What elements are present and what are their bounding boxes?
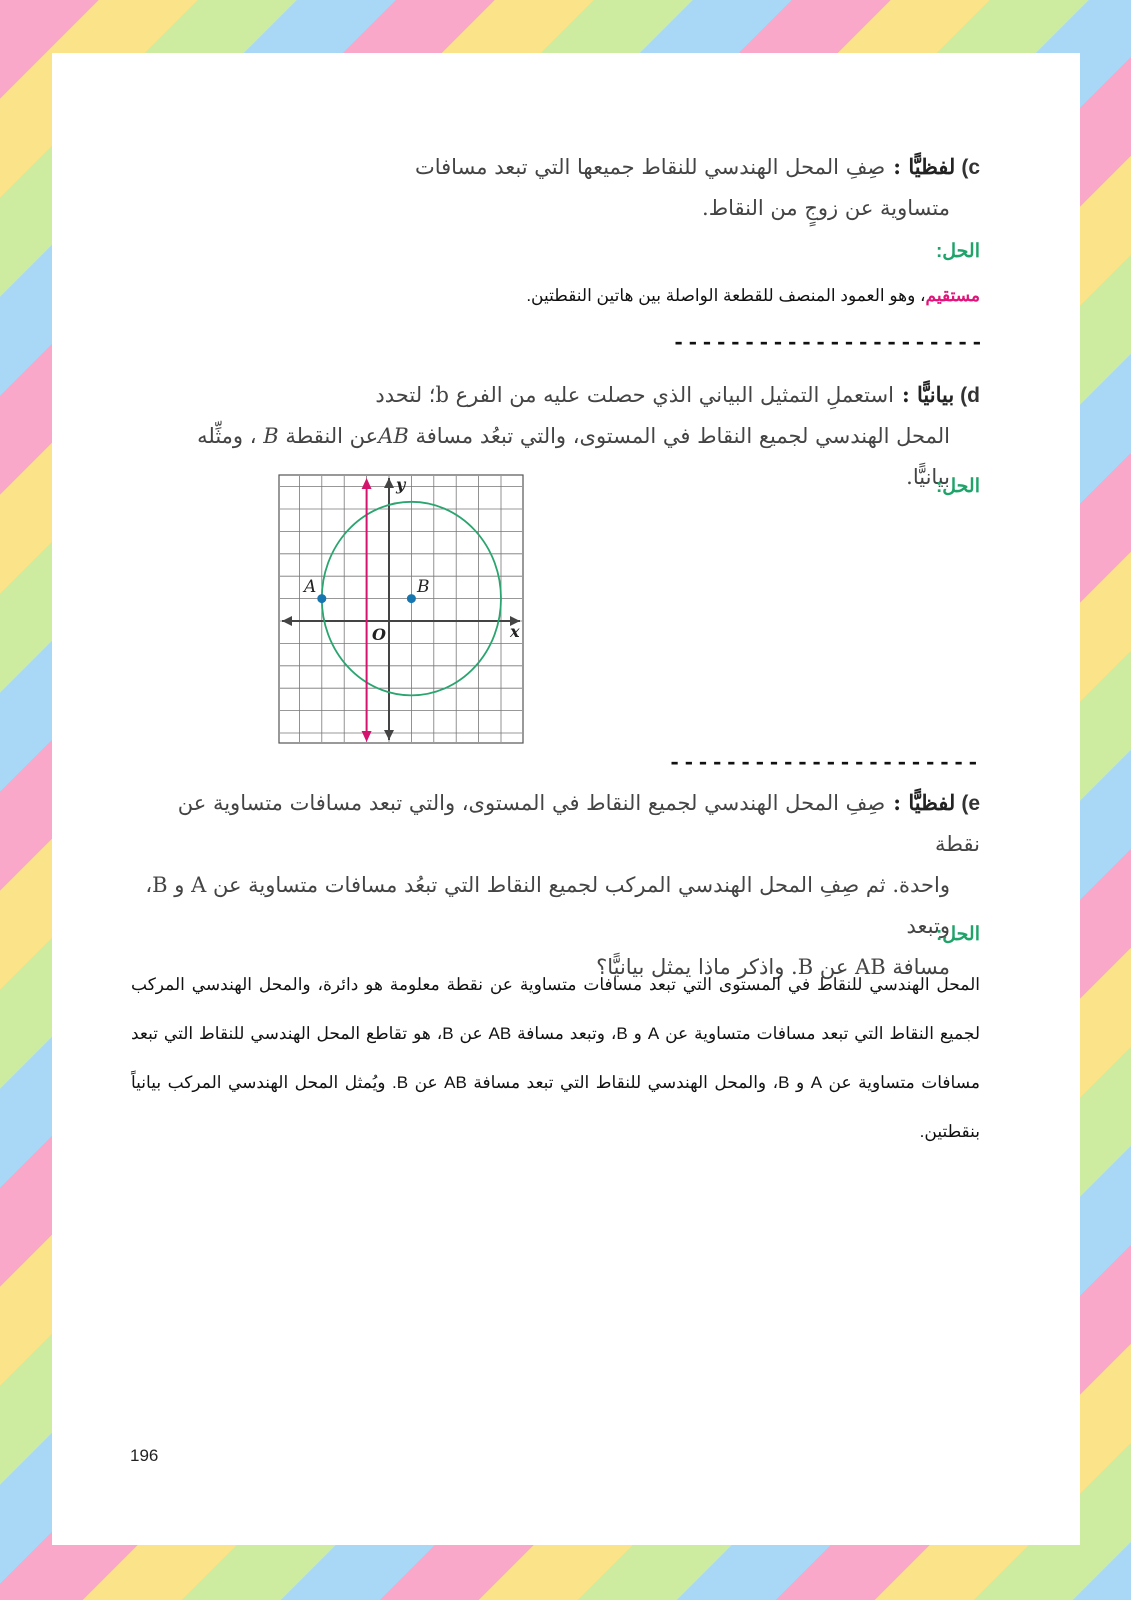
point-b-label: B: [417, 577, 430, 597]
question-c-text2: متساوية عن زوجٍ من النقاط.: [702, 196, 950, 220]
question-d-text2b: عن النقطة: [285, 424, 379, 448]
solution-label-d: الحل:: [935, 476, 980, 497]
question-e-line2: [130, 865, 980, 947]
solution-label-c: الحل:: [935, 241, 980, 262]
separator-1: ----------------------: [672, 331, 985, 356]
question-e-text2: واحدة. ثم صِفِ المحل الهندسي المركب لجميع النقاط التي تبعُد مسافات متساوية عن A و B، وتبعد: [145, 873, 950, 938]
question-c: [200, 146, 980, 229]
question-c-line1: [200, 146, 980, 188]
question-e-letter: e): [961, 792, 980, 815]
question-e: [130, 782, 980, 988]
x-axis-label: x: [510, 622, 520, 641]
question-c-line2: [200, 188, 980, 229]
question-d-line1: [190, 374, 980, 416]
solution-label-e: الحل:: [935, 924, 980, 945]
question-d-keyword: بيانيًّا :: [901, 382, 955, 407]
origin-label: O: [372, 625, 386, 644]
question-d-text2a: المحل الهندسي لجميع النقاط في المستوى، والتي تبعُد مسافة: [415, 424, 950, 448]
y-axis-label: y: [396, 475, 406, 494]
question-e-text3: مسافة AB عن B. واذكر ماذا يمثل بيانيًّا؟: [596, 955, 950, 979]
answer-c-highlight: مستقيم: [925, 286, 980, 305]
question-c-letter: c): [961, 156, 980, 179]
question-d-text1: استعملِ التمثيل البياني الذي حصلت عليه من الفرع b؛ لتحدد: [375, 383, 894, 407]
question-d-ab: AB: [378, 424, 409, 448]
question-e-keyword: لفظيًّا :: [893, 790, 956, 815]
answer-c-text: ، وهو العمود المنصف للقطعة الواصلة بين هاتين النقطتين.: [526, 286, 926, 305]
page-number: 196: [130, 1446, 159, 1465]
question-e-line1: [130, 782, 980, 865]
graph-frame: [279, 475, 523, 743]
question-c-keyword: لفظيًّا :: [893, 154, 956, 179]
point-a-label: A: [304, 577, 317, 597]
point-a: [317, 594, 326, 603]
question-c-text1: صِفِ المحل الهندسي للنقاط جميعها التي تبعد مسافات: [414, 155, 886, 179]
locus-graph: [278, 474, 526, 746]
point-b: [407, 594, 416, 603]
question-e-text1: صِفِ المحل الهندسي لجميع النقاط في المستوى، والتي تبعد مسافات متساوية عن نقطة: [177, 791, 980, 856]
separator-2: ----------------------: [668, 751, 981, 776]
question-d-letter: d): [960, 384, 980, 407]
question-d-point: B: [263, 424, 279, 448]
answer-e: المحل الهندسي للنقاط في المستوى التي تبعد مسافات متساوية عن نقطة معلومة هو دائرة، والمحل الهندسي المركب لجميع النقاط التي تبعد مسافات متساوية عن A و B، وتبعد مسافة AB عن B، هو تقاطع المحل الهندسي للنقاط التي تبعد مسافات متساوية عن A و B، والمحل الهندسي للنقاط التي تبعد مسافة AB عن B. ويُمثل المحل الهندسي المركب بيانياً بنقطتين.: [131, 975, 981, 1141]
answer-c: [380, 286, 980, 306]
question-d-text2c: ، ومثِّله بيانيًّا.: [197, 424, 950, 489]
